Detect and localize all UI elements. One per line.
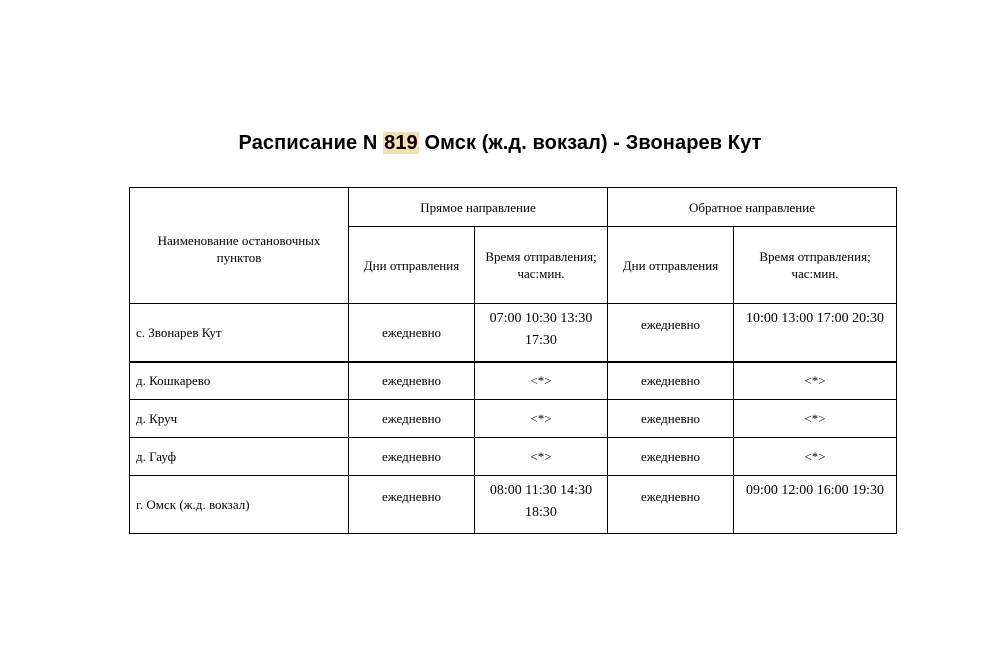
backward-time: 09:00 12:00 16:00 19:30 (734, 476, 897, 534)
page-title (0, 131, 1000, 155)
header-forward-days: Дни отправления (349, 227, 475, 304)
header-stop-name: Наименование остановочных пунктов (130, 188, 349, 304)
forward-days: ежедневно (349, 476, 475, 534)
forward-days: ежедневно (349, 304, 475, 362)
forward-time: <*> (475, 362, 608, 400)
header-forward-time: Время отправления; час:мин. (475, 227, 608, 304)
title-prefix: Расписание N (238, 132, 378, 154)
forward-time: <*> (475, 438, 608, 476)
table-row (130, 304, 897, 362)
backward-days: ежедневно (608, 438, 734, 476)
stop-name: д. Гауф (130, 438, 349, 476)
table-row (130, 438, 897, 476)
table-row (130, 362, 897, 400)
backward-days: ежедневно (608, 400, 734, 438)
forward-time: 07:00 10:30 13:30 17:30 (475, 304, 608, 362)
stop-name: д. Круч (130, 400, 349, 438)
backward-time: 10:00 13:00 17:00 20:30 (734, 304, 897, 362)
forward-days: ежедневно (349, 400, 475, 438)
header-forward: Прямое направление (349, 188, 608, 227)
forward-time: <*> (475, 400, 608, 438)
header-backward-time: Время отправления; час:мин. (734, 227, 897, 304)
route-number: 819 (384, 132, 418, 154)
title-suffix: Омск (ж.д. вокзал) - Звонарев Кут (424, 132, 762, 154)
stop-name: с. Звонарев Кут (130, 304, 349, 362)
forward-time: 08:00 11:30 14:30 18:30 (475, 476, 608, 534)
backward-days: ежедневно (608, 476, 734, 534)
table-row (130, 400, 897, 438)
header-row-1 (130, 188, 897, 227)
stop-name: д. Кошкарево (130, 362, 349, 400)
forward-days: ежедневно (349, 438, 475, 476)
backward-days: ежедневно (608, 304, 734, 362)
backward-time: <*> (734, 438, 897, 476)
backward-time: <*> (734, 362, 897, 400)
schedule-table (129, 187, 897, 534)
table-row (130, 476, 897, 534)
forward-days: ежедневно (349, 362, 475, 400)
stop-name: г. Омск (ж.д. вокзал) (130, 476, 349, 534)
header-backward-days: Дни отправления (608, 227, 734, 304)
backward-days: ежедневно (608, 362, 734, 400)
header-backward: Обратное направление (608, 188, 897, 227)
backward-time: <*> (734, 400, 897, 438)
